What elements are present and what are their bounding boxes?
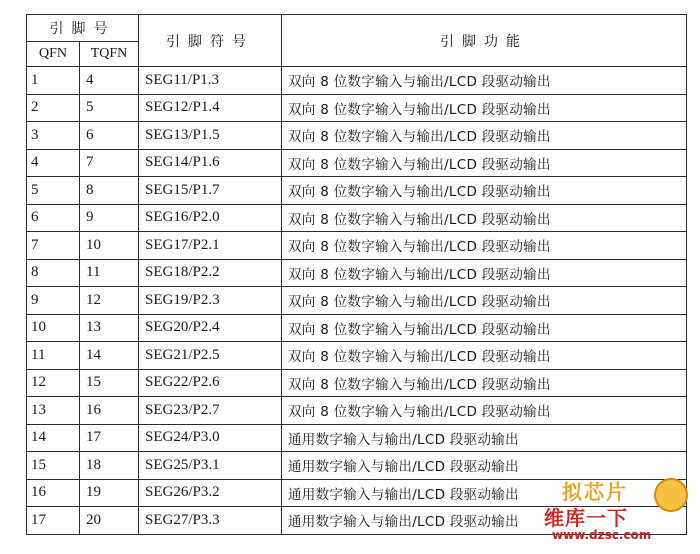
cell-symbol: SEG23/P2.7	[139, 397, 282, 425]
cell-function: 双向 8 位数字输入与输出/LCD 段驱动输出	[282, 369, 687, 397]
cell-tqfn: 6	[80, 122, 139, 150]
cell-symbol: SEG24/P3.0	[139, 424, 282, 452]
cell-symbol: SEG13/P1.5	[139, 122, 282, 150]
cell-function: 双向 8 位数字输入与输出/LCD 段驱动输出	[282, 177, 687, 205]
table-row	[27, 232, 687, 260]
header-pin-symbol: 引脚符号	[139, 15, 282, 67]
cell-qfn: 1	[27, 67, 80, 95]
cell-symbol: SEG15/P1.7	[139, 177, 282, 205]
cell-qfn: 8	[27, 259, 80, 287]
table-row	[27, 94, 687, 122]
cell-function: 双向 8 位数字输入与输出/LCD 段驱动输出	[282, 67, 687, 95]
cell-symbol: SEG18/P2.2	[139, 259, 282, 287]
cell-function: 双向 8 位数字输入与输出/LCD 段驱动输出	[282, 94, 687, 122]
cell-qfn: 13	[27, 397, 80, 425]
cell-tqfn: 20	[80, 507, 139, 535]
cell-qfn: 15	[27, 452, 80, 480]
table-row	[27, 452, 687, 480]
cell-qfn: 7	[27, 232, 80, 260]
table-row	[27, 259, 687, 287]
cell-function: 双向 8 位数字输入与输出/LCD 段驱动输出	[282, 287, 687, 315]
table-row	[27, 397, 687, 425]
cell-qfn: 16	[27, 479, 80, 507]
header-tqfn: TQFN	[80, 42, 139, 67]
cell-symbol: SEG21/P2.5	[139, 342, 282, 370]
pin-table	[26, 14, 687, 535]
cell-tqfn: 15	[80, 369, 139, 397]
cell-symbol: SEG26/P3.2	[139, 479, 282, 507]
cell-qfn: 4	[27, 149, 80, 177]
table-row	[27, 314, 687, 342]
table-row	[27, 342, 687, 370]
cell-tqfn: 12	[80, 287, 139, 315]
cell-qfn: 6	[27, 204, 80, 232]
header-pin-number: 引脚号	[27, 15, 139, 42]
header-row-1	[27, 15, 687, 42]
cell-function: 双向 8 位数字输入与输出/LCD 段驱动输出	[282, 342, 687, 370]
table-row	[27, 122, 687, 150]
cell-function: 双向 8 位数字输入与输出/LCD 段驱动输出	[282, 397, 687, 425]
cell-qfn: 11	[27, 342, 80, 370]
cell-symbol: SEG22/P2.6	[139, 369, 282, 397]
cell-symbol: SEG25/P3.1	[139, 452, 282, 480]
cell-function: 双向 8 位数字输入与输出/LCD 段驱动输出	[282, 122, 687, 150]
cell-qfn: 3	[27, 122, 80, 150]
cell-tqfn: 16	[80, 397, 139, 425]
cell-qfn: 9	[27, 287, 80, 315]
watermark-main-text: 维库一下	[544, 506, 628, 530]
cell-symbol: SEG14/P1.6	[139, 149, 282, 177]
table-row	[27, 177, 687, 205]
table-row	[27, 507, 687, 535]
cell-tqfn: 4	[80, 67, 139, 95]
table-row	[27, 369, 687, 397]
cell-tqfn: 19	[80, 479, 139, 507]
table-row	[27, 424, 687, 452]
cell-tqfn: 11	[80, 259, 139, 287]
watermark-top-text: 拟芯片	[562, 480, 628, 504]
cell-symbol: SEG27/P3.3	[139, 507, 282, 535]
cell-function: 双向 8 位数字输入与输出/LCD 段驱动输出	[282, 259, 687, 287]
cell-tqfn: 8	[80, 177, 139, 205]
table-row	[27, 287, 687, 315]
cell-tqfn: 13	[80, 314, 139, 342]
cell-symbol: SEG16/P2.0	[139, 204, 282, 232]
cell-function: 双向 8 位数字输入与输出/LCD 段驱动输出	[282, 314, 687, 342]
cell-tqfn: 5	[80, 94, 139, 122]
cell-function: 通用数字输入与输出/LCD 段驱动输出	[282, 424, 687, 452]
cell-qfn: 12	[27, 369, 80, 397]
cell-tqfn: 10	[80, 232, 139, 260]
cell-function: 双向 8 位数字输入与输出/LCD 段驱动输出	[282, 232, 687, 260]
cell-tqfn: 18	[80, 452, 139, 480]
cell-tqfn: 14	[80, 342, 139, 370]
cell-tqfn: 17	[80, 424, 139, 452]
cell-symbol: SEG19/P2.3	[139, 287, 282, 315]
watermark-url: www.dzsc.com	[552, 528, 652, 542]
cell-qfn: 14	[27, 424, 80, 452]
cell-symbol: SEG17/P2.1	[139, 232, 282, 260]
cell-function: 双向 8 位数字输入与输出/LCD 段驱动输出	[282, 149, 687, 177]
cell-function: 双向 8 位数字输入与输出/LCD 段驱动输出	[282, 204, 687, 232]
cell-tqfn: 7	[80, 149, 139, 177]
header-pin-function: 引脚功能	[282, 15, 687, 67]
header-qfn: QFN	[27, 42, 80, 67]
cell-qfn: 17	[27, 507, 80, 535]
cell-function: 通用数字输入与输出/LCD 段驱动输出	[282, 479, 687, 507]
table-row	[27, 204, 687, 232]
cell-qfn: 10	[27, 314, 80, 342]
cell-qfn: 5	[27, 177, 80, 205]
cell-symbol: SEG11/P1.3	[139, 67, 282, 95]
table-row	[27, 149, 687, 177]
cell-symbol: SEG12/P1.4	[139, 94, 282, 122]
cell-tqfn: 9	[80, 204, 139, 232]
table-row	[27, 479, 687, 507]
cell-function: 通用数字输入与输出/LCD 段驱动输出	[282, 507, 687, 535]
table-row	[27, 67, 687, 95]
cell-qfn: 2	[27, 94, 80, 122]
cell-function: 通用数字输入与输出/LCD 段驱动输出	[282, 452, 687, 480]
cell-symbol: SEG20/P2.4	[139, 314, 282, 342]
